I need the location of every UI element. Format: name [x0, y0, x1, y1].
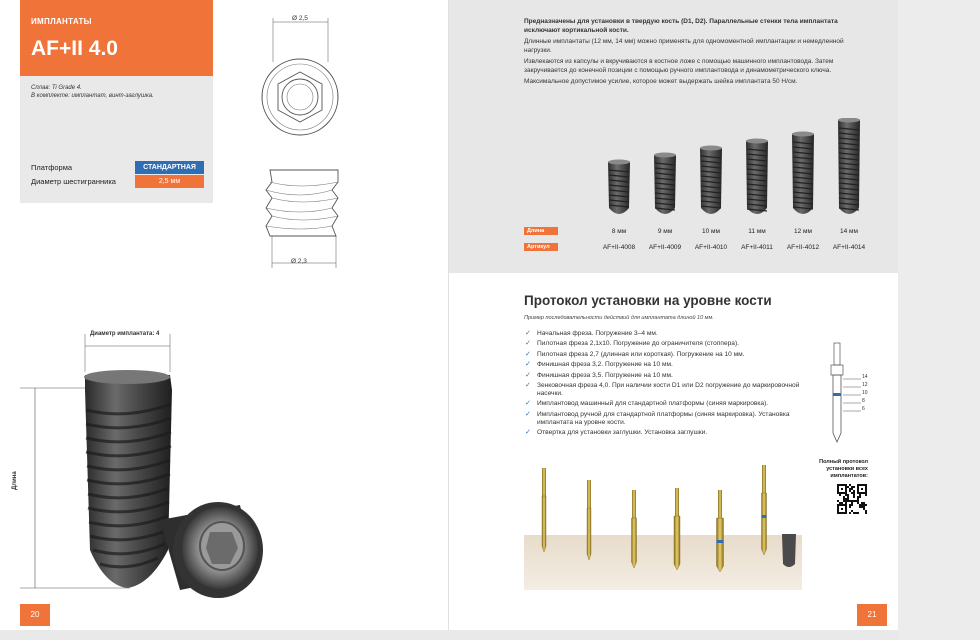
qr-caption: Полный протокол установки всех имплантатов: [819, 459, 868, 479]
drill-tool [587, 480, 591, 560]
implant-photo [0, 320, 330, 600]
hex-diameter-value: 2,5 мм [135, 175, 204, 188]
description-paragraph: Длинные имплантаты (12 мм, 14 мм) можно применять для одномоментной имплантации и немедленной нагрузки. [524, 38, 844, 54]
length-value: 8 мм [611, 228, 627, 235]
protocol-step: ✓ Начальная фреза. Погружение 3–4 мм. [525, 330, 658, 337]
length-tag: Длина [524, 227, 558, 235]
implant-thumbnail [746, 139, 768, 215]
length-value: 10 мм [702, 228, 720, 235]
check-icon: ✓ [525, 400, 531, 408]
drill-mark-label: 14 [862, 374, 868, 380]
description-paragraph: Максимальное допустимое усилие, которое может выдержать шейка имплантата 50 Н/см. [524, 78, 798, 85]
protocol-steps [524, 330, 814, 440]
check-icon: ✓ [525, 330, 531, 337]
implant-thumbnail [608, 160, 630, 215]
protocol-step: ✓ Зенковочная фреза 4,0. При наличии кости D1 или D2 погружение до маркировочной насечки. [525, 381, 800, 397]
length-value: 12 мм [794, 228, 812, 235]
protocol-step: ✓ Финишная фреза 3,5. Погружение на 10 мм. [525, 371, 673, 379]
page-number-left: 20 [20, 604, 50, 626]
product-description [524, 18, 844, 90]
check-icon: ✓ [525, 381, 531, 389]
protocol-step: ✓ Финишная фреза 3,2. Погружение на 10 мм. [525, 361, 673, 369]
length-value: 9 мм [657, 228, 673, 235]
page-number-right: 21 [857, 604, 887, 626]
length-label: Длина [12, 471, 18, 490]
viewer-background [898, 0, 980, 640]
protocol-step: ✓ Пилотная фреза 2,1х10. Погружение до ограничителя (стоппера). [525, 340, 739, 348]
product-info-box [20, 0, 213, 203]
top-diameter-label: Ø 2,5 [292, 15, 308, 22]
description-paragraph: Извлекаются из капсулы и вкручиваются в костное ложе с помощью машинного имплантовода. Затем закручивается до конечной позиции с помощью ручного имплантовода и динамометрического ключа. [524, 58, 834, 74]
left-page [0, 0, 449, 630]
drill-mark-label: 8 [862, 398, 865, 404]
implant-thumbnail [838, 118, 860, 214]
drill-mark-label: 12 [862, 382, 868, 388]
length-value: 11 мм [748, 228, 766, 235]
platform-label: Платформа [31, 163, 73, 172]
drill-mark-label: 6 [862, 406, 865, 412]
drill-tool [542, 468, 546, 552]
article-value: AF+II-4012 [786, 244, 820, 251]
bottom-margin [0, 630, 898, 640]
drill-tool [762, 465, 767, 555]
implant-thumbnail [792, 132, 814, 215]
protocol-step: ✓ Имплантовод ручной для стандартной платформы (синяя маркировка). Установка имплантата на уровне кости. [525, 410, 790, 426]
qr-code[interactable] [837, 484, 867, 514]
alloy-text: Сплав: Ti Grade 4. [31, 85, 82, 91]
article-value: AF+II-4014 [832, 244, 866, 251]
product-model: AF+II 4.0 [31, 37, 118, 60]
book-spine [448, 0, 449, 630]
check-icon: ✓ [525, 410, 531, 418]
drill-depth-diagram [819, 338, 879, 448]
drill-mark-label: 10 [862, 390, 868, 396]
description-paragraph: Предназначены для установки в твердую кость (D1, D2). Параллельные стенки тела имплантата исключают кортикальной кости. [524, 18, 838, 34]
implant-lineup [594, 118, 884, 223]
drill-tool [632, 490, 637, 568]
platform-value: СТАНДАРТНАЯ [135, 161, 204, 174]
right-page [449, 0, 898, 630]
protocol-title: Протокол установки на уровне кости [524, 293, 772, 308]
kit-text: В комплекте: имплантат, винт-заглушка. [31, 93, 154, 99]
drill-tool [717, 490, 724, 572]
article-value: AF+II-4008 [602, 244, 636, 251]
protocol-step: ✓ Отвертка для установки заглушки. Установка заглушки. [525, 429, 708, 437]
check-icon: ✓ [525, 429, 531, 437]
implant-thumbnail [654, 153, 676, 215]
implant-thumbnail [700, 146, 722, 215]
bottom-diameter-label: Ø 2,3 [291, 258, 307, 265]
hex-diameter-label: Диаметр шестигранника [31, 177, 116, 186]
check-icon: ✓ [525, 371, 531, 379]
product-header [20, 0, 213, 76]
product-details-panel [449, 0, 898, 273]
drill-sequence-illustration [524, 460, 802, 590]
article-value: AF+II-4010 [694, 244, 728, 251]
drill-tool [674, 488, 680, 570]
placed-implant [782, 534, 796, 567]
implant-diameter-label: Диаметр имплантата: 4 [90, 331, 160, 337]
check-icon: ✓ [525, 350, 531, 358]
protocol-step: ✓ Пилотная фреза 2,7 (длинная или короткая). Погружение на 10 мм. [525, 350, 745, 358]
check-icon: ✓ [525, 361, 531, 369]
article-value: AF+II-4011 [741, 244, 773, 251]
check-icon: ✓ [525, 340, 531, 348]
article-value: AF+II-4009 [648, 244, 682, 251]
top-view-drawing [248, 12, 358, 137]
category-label: ИМПЛАНТАТЫ [31, 17, 92, 26]
length-value: 14 мм [840, 228, 858, 235]
article-tag: Артикул [524, 243, 558, 251]
protocol-step: ✓ Имплантовод машинный для стандартной платформы (синяя маркировка). [525, 400, 769, 408]
protocol-subtitle: Пример последовательности действий для имплантата длиной 10 мм. [524, 315, 714, 321]
